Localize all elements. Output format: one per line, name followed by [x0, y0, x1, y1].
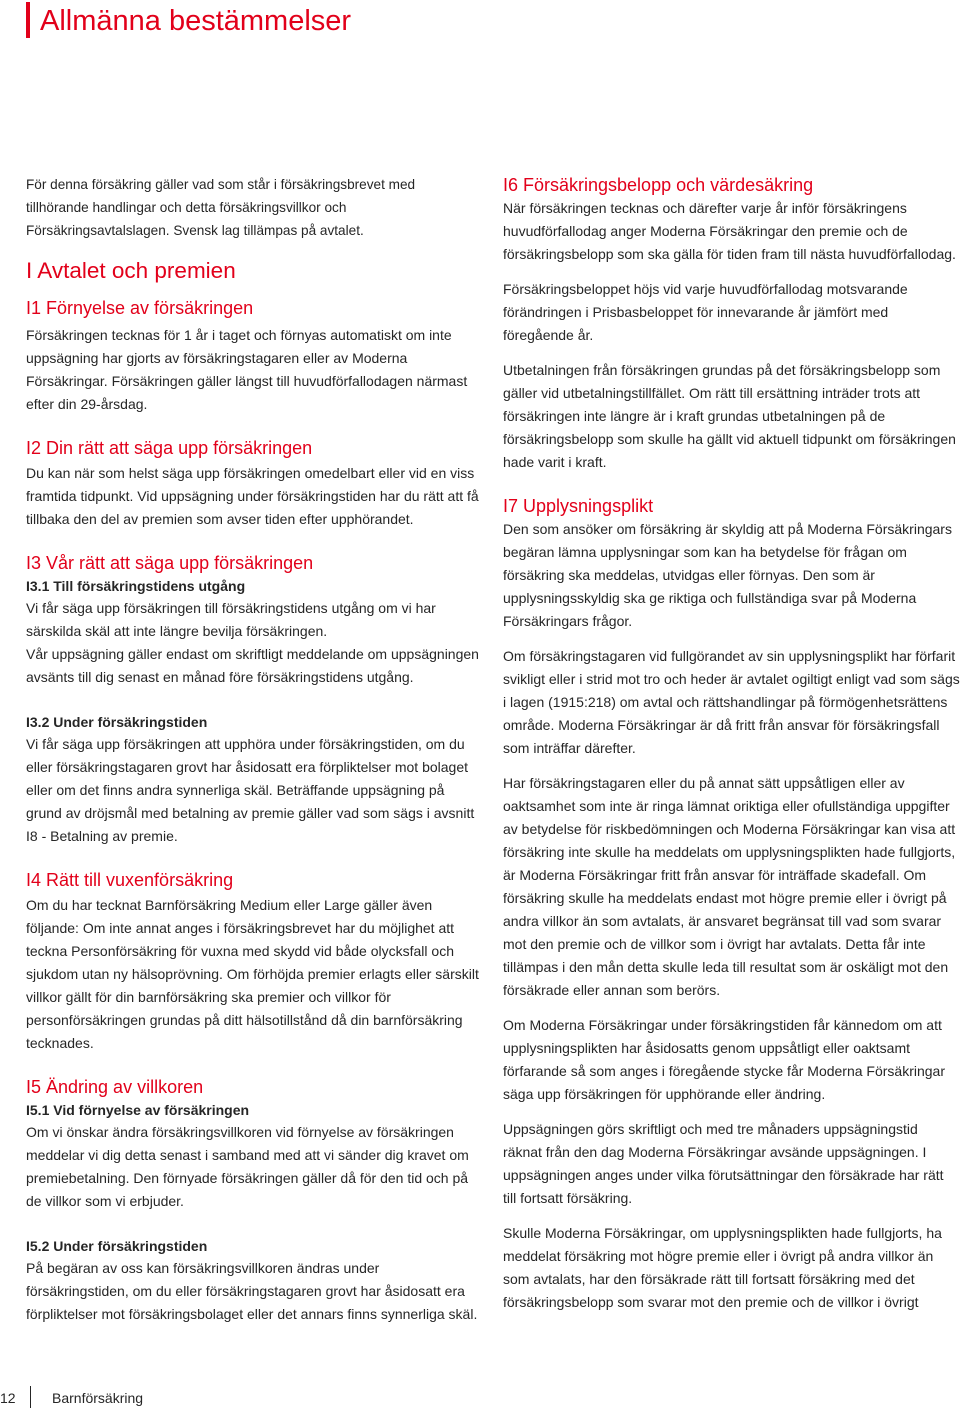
heading-i2: I2 Din rätt att säga upp försäkringen: [26, 438, 313, 458]
heading-i3: I3 Vår rätt att säga upp försäkringen: [26, 553, 314, 573]
heading-i6: I6 Försäkringsbelopp och värdesäkring: [503, 175, 814, 195]
paragraph-i6-3: Utbetalningen från försäkringen grundas på det försäkringsbelopp som gäller vid utbetalningstillfället. Om rätt till ersättning inträder trots att försäkringen inte längre är i kraft grundas utbetalningen på de försäkringsbelopp som skulle ha gällt vid aktuell tidpunkt om försäkringen hade varit i kraft.: [503, 362, 956, 470]
paragraph-i3-1a: Vi får säga upp försäkringen till försäkringstidens utgång om vi har särskilda skäl att inte längre bevilja försäkringen.: [26, 600, 436, 639]
subheading-i5-1: I5.1 Vid förnyelse av försäkringen: [26, 1102, 250, 1118]
paragraph-i1: Försäkringen tecknas för 1 år i taget och förnyas automatiskt om inte uppsägning har gjorts av försäkringstagaren eller av Moderna Försäkringar. Försäkringen gäller längst till huvudförfallodagen närmast efter din 29-årsdag.: [26, 327, 468, 412]
paragraph-i7-1: Den som ansöker om försäkring är skyldig att på Moderna Försäkringars begäran lämna upplysningar som kan ha betydelse för frågan om försäkring ska meddelas, utvidgas eller förnyas. Den som är upplysningsskyldig ska ge riktiga och fullständiga svar på Moderna Försäkringars frågor.: [503, 521, 952, 629]
heading-i1: I1 Förnyelse av försäkringen: [26, 298, 254, 318]
paragraph-i7-2: Om försäkringstagaren vid fullgörandet av sin upplysningsplikt har förfarit svikligt eller i strid mot tro och heder är avtalet ogiltigt enligt vad som sägs i lagen (1915:218) om avtal och rättshandlingar på förmögenhetsrättens område. Moderna Försäkringar är då fritt från ansvar för försäkringsfall som inträffar därefter.: [503, 648, 960, 756]
right-column: [503, 173, 960, 1314]
section-title-avtalet: I Avtalet och premien: [26, 258, 236, 283]
footer-divider: [30, 1386, 31, 1408]
paragraph-i7-6: Skulle Moderna Försäkringar, om upplysningsplikten hade fullgjorts, ha meddelat försäkring mot högre premie eller i övrigt på andra villkor än som avtalats, har den försäkrade rätt till fortsatt försäkring med det försäkringsbelopp som svarar mot den premie och de villkor i övrigt: [503, 1225, 942, 1310]
paragraph-i4: Om du har tecknat Barnförsäkring Medium eller Large gäller även följande: Om inte annat anges i försäkringsbrevet har du möjlighet att teckna Personförsäkring för vuxna med skydd vid både olycksfall och sjukdom utan ny hälsoprövning. Om förhöjda premier erlagts eller särskilt villkor gällt för din barnförsäkring ska premier och villkor för personförsäkringen grundas på ditt hälsotillstånd då din barnförsäkring tecknades.: [26, 897, 479, 1051]
paragraph-i5-1: Om vi önskar ändra försäkringsvillkoren vid förnyelse av försäkringen meddelar vi dig detta senast i samband med att vi sänder dig kravet om premiebetalning. Den förnyade försäkringen gäller då för den tid och på de villkor som vi erbjuder.: [26, 1124, 469, 1209]
page-title: Allmänna bestämmelser: [40, 5, 352, 37]
subheading-i3-1: I3.1 Till försäkringstidens utgång: [26, 578, 246, 594]
paragraph-i6-1: När försäkringen tecknas och därefter varje år inför försäkringens huvudförfallodag anger Moderna Försäkringar den premie och de försäkringsbelopp som ska gälla för tiden fram till nästa huvudförfallodag.: [503, 200, 956, 262]
paragraph-i6-2: Försäkringsbeloppet höjs vid varje huvudförfallodag motsvarande förändringen i Prisbasbeloppet för innevarande år jämfört med föregående år.: [503, 281, 908, 343]
paragraph-i5-2: På begäran av oss kan försäkringsvillkoren ändras under försäkringstiden, om du eller försäkringstagaren grovt har åsidosatt era förpliktelser mot försäkringsbolaget eller det annars finns synnerliga skäl.: [26, 1260, 478, 1322]
paragraph-i7-3: Har försäkringstagaren eller du på annat sätt uppsåtligen eller av oaktsamhet som inte är ringa lämnat oriktiga eller ofullständiga uppgifter av betydelse för riskbedömningen och Moderna Försäkringar kan visa att försäkring inte skulle ha meddelats om upplysningsplikten hade fullgjorts, är Moderna Försäkringar fritt från ansvar för inträffade skadefall. Om försäkring skulle ha meddelats endast mot högre premie eller i övrigt på andra villkor än som avtalats, är ansvaret begränsat till vad som svarar mot den premie och de villkor som i övrigt har avtalats. Detta får inte tillämpas i den mån detta skulle leda till resultat som är oskäligt mot den försäkrade eller annan som berörs.: [503, 775, 956, 998]
page-number: 12: [0, 1390, 16, 1406]
paragraph-i3-1b: Vår uppsägning gäller endast om skriftligt meddelande om uppsägningen avsänts till dig senast en månad före försäkringstidens utgång.: [26, 646, 479, 685]
paragraph-i7-5: Uppsägningen görs skriftligt och med tre månaders uppsägningstid räknat från den dag Moderna Försäkringar avsände uppsägningen. I uppsägningen anges under vilka förutsättningar den försäkrade har rätt till fortsatt försäkring.: [503, 1121, 944, 1206]
paragraph-i3-2: Vi får säga upp försäkringen att upphöra under försäkringstiden, om du eller försäkringstagaren grovt har åsidosatt era förpliktelser mot bolaget eller om det finns andra synnerliga skäl. Beträffande uppsägning på grund av dröjsmål med betalning av premie gäller vad som sägs i avsnitt I8 - Betalning av premie.: [26, 736, 475, 844]
paragraph-i2: Du kan när som helst säga upp försäkringen omedelbart eller vid en viss framtida tidpunkt. Vid uppsägning under försäkringstiden har du rätt att få tillbaka den del av premien som avser tiden efter upphörandet.: [26, 465, 479, 527]
heading-i5: I5 Ändring av villkoren: [26, 1077, 204, 1097]
title-accent-bar: [26, 2, 30, 38]
intro-paragraph: För denna försäkring gäller vad som står i försäkringsbrevet med tillhörande handlingar och detta försäkringsvillkor och Försäkringsavtalslagen. Svensk lag tillämpas på avtalet.: [26, 177, 416, 238]
left-column: [26, 173, 480, 1326]
subheading-i5-2: I5.2 Under försäkringstiden: [26, 1238, 208, 1254]
paragraph-i7-4: Om Moderna Försäkringar under försäkringstiden får kännedom om att upplysningsplikten har åsidosatts genom uppsåtligt eller oaktsamt förfarande så som anges i föregående stycke får Moderna Försäkringar säga upp försäkringen för upphörande eller ändring.: [503, 1017, 946, 1102]
heading-i4: I4 Rätt till vuxenförsäkring: [26, 870, 234, 890]
footer-label: Barnförsäkring: [52, 1390, 144, 1406]
heading-i7: I7 Upplysningsplikt: [503, 496, 654, 516]
subheading-i3-2: I3.2 Under försäkringstiden: [26, 714, 208, 730]
